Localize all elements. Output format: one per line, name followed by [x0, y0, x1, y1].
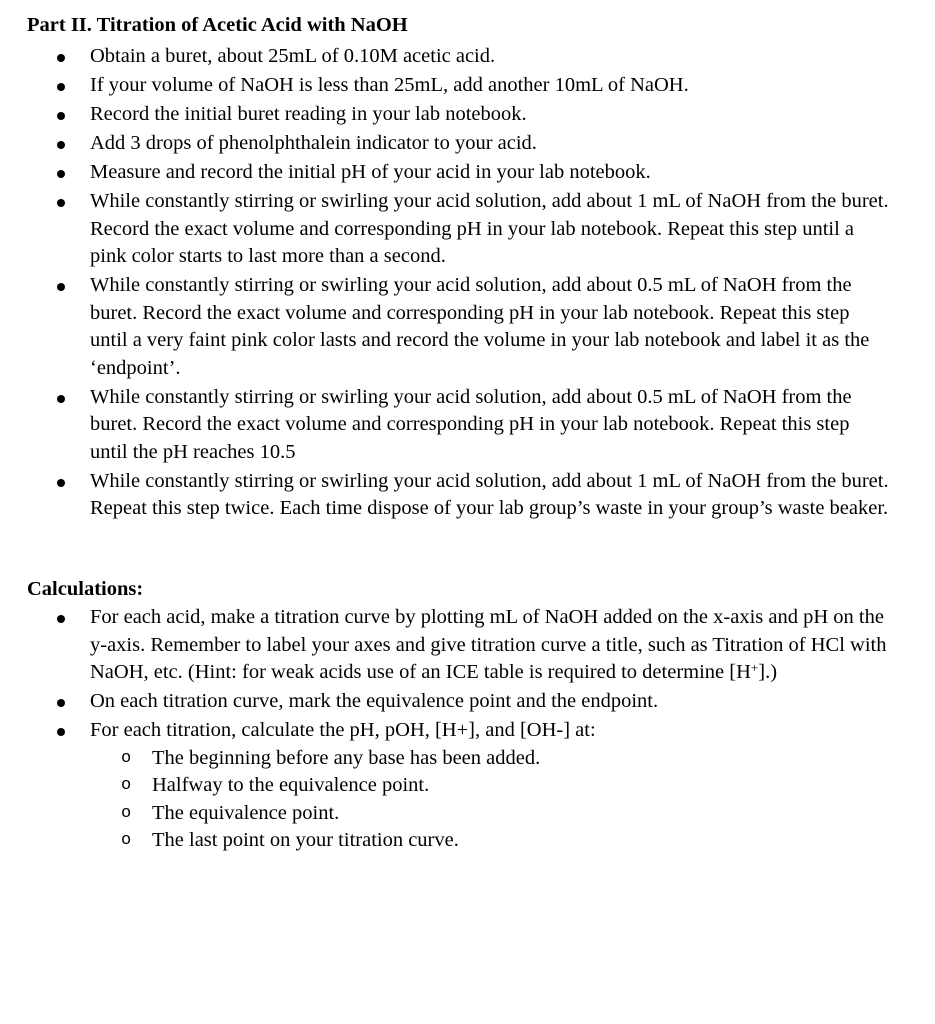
calculations-heading: Calculations: — [27, 578, 144, 600]
sub-list-item: o The equivalence point. — [152, 800, 890, 828]
list-item: If your volume of NaOH is less than 25mL, add another 10mL of NaOH. — [0, 72, 935, 100]
list-item: While constantly stirring or swirling your acid solution, add about 0.5 mL of NaOH from the buret. Record the exact volume and corresponding pH in your lab notebook. Repeat this step until the pH reaches 10.5 — [0, 384, 935, 467]
superscript-plus: + — [750, 660, 759, 675]
list-item — [0, 604, 935, 687]
part2-step-list — [0, 43, 935, 524]
list-item: Add 3 drops of phenolphthalein indicator to your acid. — [0, 130, 935, 158]
sub-list-item: o The last point on your titration curve. — [152, 827, 890, 855]
sub-list-item: o Halfway to the equivalence point. — [152, 772, 890, 800]
calc-item1-text: For each acid, make a titration curve by plotting mL of NaOH added on the x-axis and pH on the y-axis. Remember to label your axes and give titration curve a title, such as Titration of HCl with NaOH, etc. (Hint: for weak acids use of an ICE table is required to determine [H — [90, 606, 887, 683]
list-item: While constantly stirring or swirling your acid solution, add about 0.5 mL of NaOH from the buret. Record the exact volume and corresponding pH in your lab notebook. Repeat this step until a very faint pink color lasts and record the volume in your lab notebook and label it as the ‘endpoint’. — [0, 272, 935, 382]
list-item: Obtain a buret, about 25mL of 0.10M acetic acid. — [0, 43, 935, 71]
list-item: While constantly stirring or swirling your acid solution, add about 1 mL of NaOH from the buret. Repeat this step twice. Each time dispose of your lab group’s waste in your group’s waste beaker. — [0, 468, 935, 523]
part2-heading: Part II. Titration of Acetic Acid with NaOH — [27, 14, 408, 36]
calculations-list — [0, 604, 935, 856]
list-item: On each titration curve, mark the equivalence point and the endpoint. — [0, 688, 935, 716]
list-item: Record the initial buret reading in your lab notebook. — [0, 101, 935, 129]
calc-item1-end: ].) — [758, 661, 778, 683]
calc-sub-list — [90, 745, 890, 855]
list-item: Measure and record the initial pH of your acid in your lab notebook. — [0, 159, 935, 187]
list-item: While constantly stirring or swirling your acid solution, add about 1 mL of NaOH from the buret. Record the exact volume and corresponding pH in your lab notebook. Repeat this step until a pink color starts to last more than a second. — [0, 188, 935, 271]
sub-list-item: o The beginning before any base has been added. — [152, 745, 890, 773]
calc-item3-text: For each titration, calculate the pH, pOH, [H+], and [OH-] at: — [90, 719, 596, 741]
list-item — [0, 717, 935, 855]
